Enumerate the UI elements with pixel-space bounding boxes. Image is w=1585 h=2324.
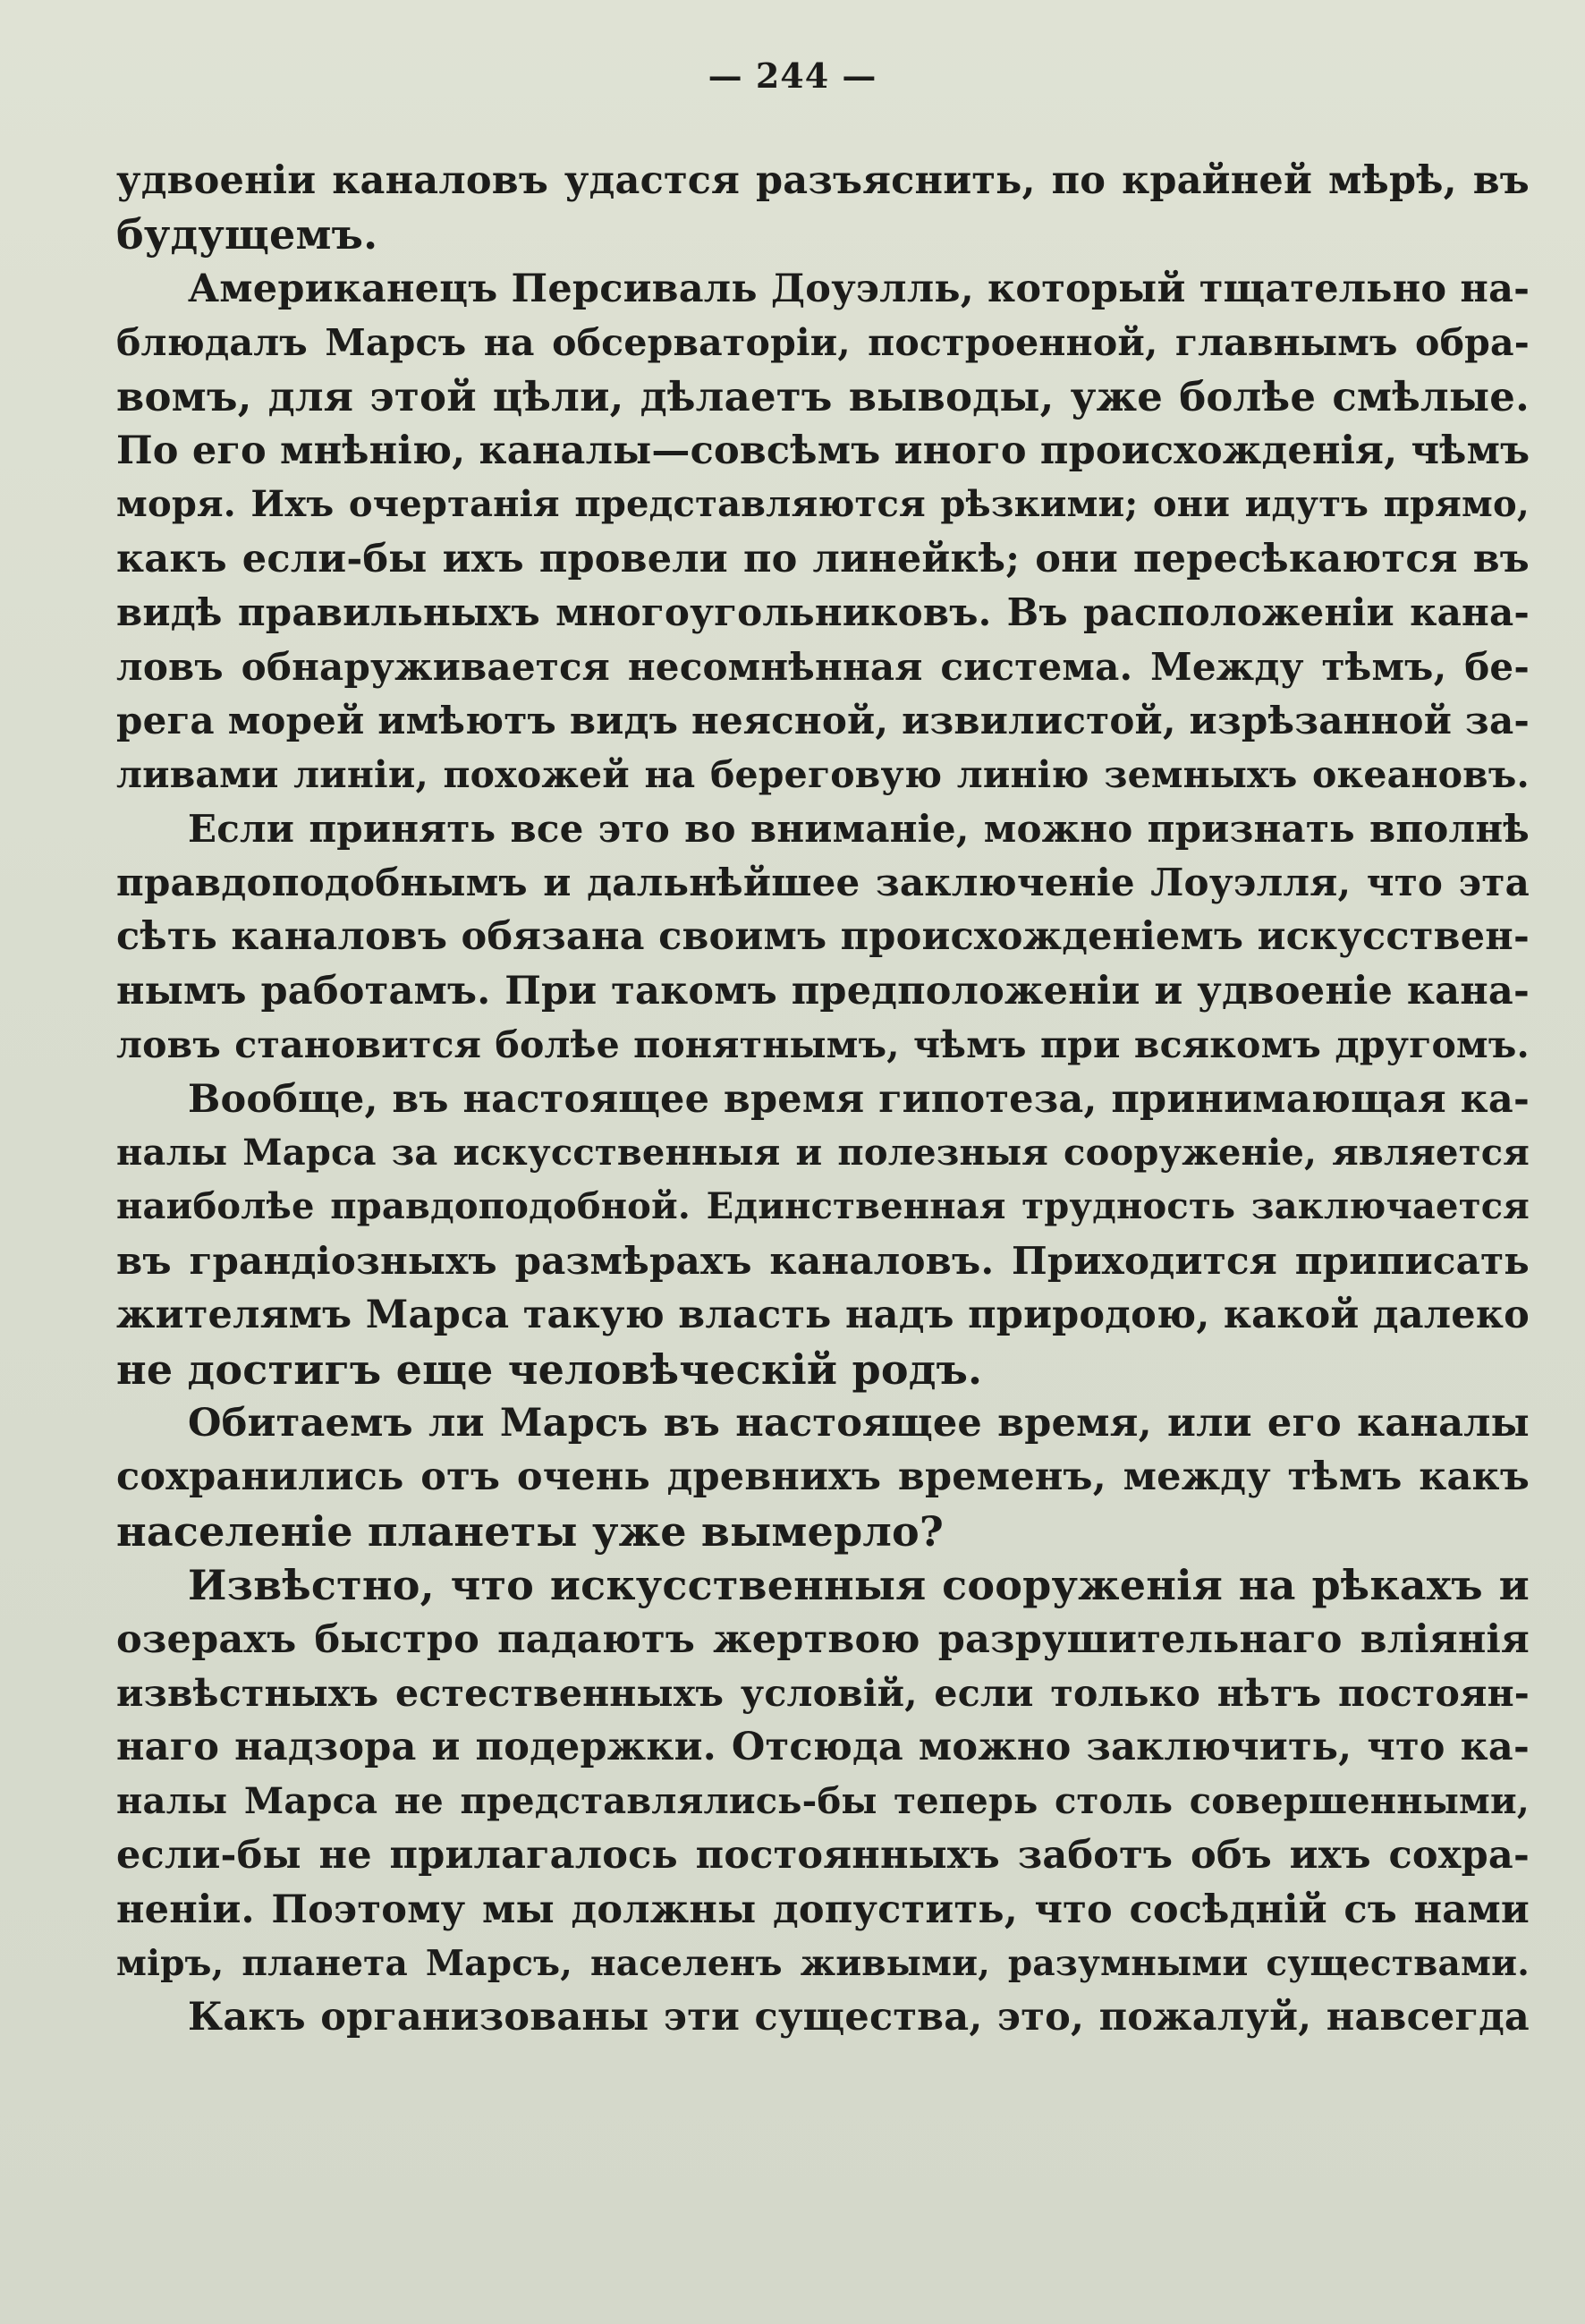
text-line: ловъ становится болѣе понятнымъ, чѣмъ при всякомъ другомъ. (116, 1023, 1530, 1067)
text-line: не достигъ еще человѣческій родъ. (116, 1344, 983, 1394)
text-line: наго надзора и подержки. Отсюда можно заключить, что ка- (116, 1725, 1530, 1770)
text-line: Американецъ Персиваль Доуэлль, который тщательно на- (188, 266, 1530, 311)
text-line: блюдалъ Марсъ на обсерваторіи, построенной, главнымъ обра- (116, 321, 1530, 365)
text-line: рега морей имѣютъ видъ неясной, извилистой, изрѣзанной за- (116, 698, 1530, 742)
text-line: видѣ правильныхъ многоугольниковъ. Въ расположеніи кана- (116, 590, 1530, 635)
text-line: сѣть каналовъ обязана своимъ происхожденіемъ искусствен- (116, 914, 1530, 960)
text-line: неніи. Поэтому мы должны допустить, что сосѣдній съ нами (116, 1887, 1530, 1932)
text-line: міръ, планета Марсъ, населенъ живыми, разумными существами. (116, 1942, 1530, 1984)
text-line: какъ если-бы ихъ провели по линейкѣ; они пересѣкаются въ (116, 536, 1530, 581)
page-number: — 244 — (708, 55, 877, 96)
text-line: Обитаемъ ли Марсъ въ настоящее время, или его каналы (188, 1400, 1530, 1446)
text-line: если-бы не прилагалось постоянныхъ заботъ объ ихъ сохра- (116, 1833, 1530, 1879)
text-line: нымъ работамъ. При такомъ предположеніи и удвоеніе кана- (116, 968, 1530, 1014)
text-line: налы Марса за искусственныя и полезныя сооруженіе, является (116, 1132, 1530, 1175)
text-line: Вообще, въ настоящее время гипотеза, принимающая ка- (188, 1076, 1530, 1122)
text-line: ловъ обнаруживается несомнѣнная система. Между тѣмъ, бе- (116, 644, 1530, 689)
text-line: удвоеніи каналовъ удастся разъяснить, по крайней мѣрѣ, въ (116, 158, 1530, 203)
text-line: озерахъ быстро падаютъ жертвою разрушительнаго вліянія (116, 1616, 1530, 1662)
text-line: будущемъ. (116, 210, 378, 259)
text-line: извѣстныхъ естественныхъ условій, если только нѣтъ постоян- (116, 1671, 1530, 1715)
text-line: правдоподобнымъ и дальнѣйшее заключеніе Лоуэлля, что эта (116, 861, 1530, 905)
text-line: наиболѣе правдоподобной. Единственная трудность заключается (116, 1185, 1530, 1228)
text-line: жителямъ Марса такую власть надъ природою, какой далеко (116, 1293, 1530, 1338)
text-line: вомъ, для этой цѣли, дѣлаетъ выводы, уже болѣе смѣлые. (116, 372, 1530, 420)
text-line: Если принять все это во вниманіе, можно признать вполнѣ (188, 806, 1530, 851)
text-line: ливами линіи, похожей на береговую линію земныхъ океановъ. (116, 753, 1530, 797)
text-line: По его мнѣнію, каналы—совсѣмъ иного происхожденія, чѣмъ (116, 428, 1530, 473)
text-line: Какъ организованы эти существа, это, пожалуй, навсегда (188, 1995, 1530, 2040)
text-line: моря. Ихъ очертанія представляются рѣзкими; они идутъ прямо, (116, 483, 1530, 526)
text-line: въ грандіозныхъ размѣрахъ каналовъ. Приходится приписать (116, 1238, 1530, 1283)
text-line: населеніе планеты уже вымерло? (116, 1506, 945, 1556)
text-line: налы Марса не представлялись-бы теперь столь совершенными, (116, 1779, 1530, 1822)
body-text (116, 154, 1530, 2045)
text-line: сохранились отъ очень древнихъ временъ, между тѣмъ какъ (116, 1455, 1530, 1500)
text-line: Извѣстно, что искусственныя сооруженія на рѣкахъ и (188, 1561, 1530, 1610)
